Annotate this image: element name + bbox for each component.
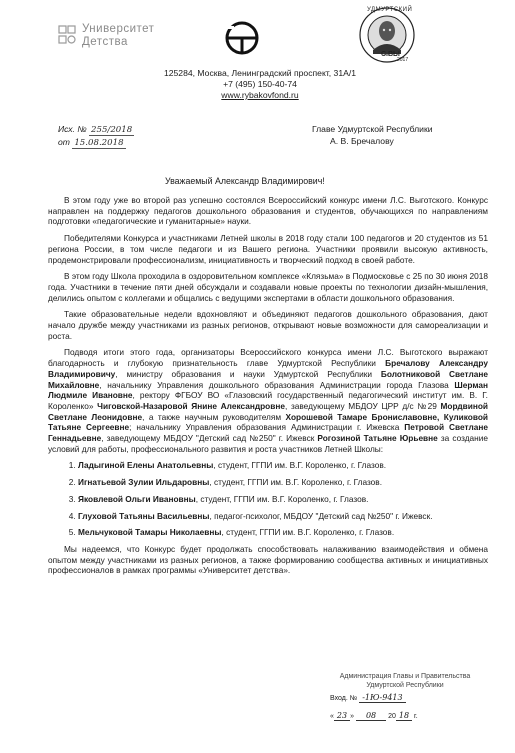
closing-paragraph: Мы надеемся, что Конкурс будет продолжать способствовать налаживанию взаимодействия и обмена опытом между участниками из разных регионов, а также формированию сообщества активных и инициативных профессионалов в рамках программы «Университет детства». [48,543,488,576]
outgoing-number-block [58,123,134,149]
list-item: 1. Ладыгиной Елены Анатольевны, студент, ГГПИ им. В.Г. Короленко, г. Глазов. [78,460,488,471]
incoming-date-suffix: г. [414,713,418,720]
paragraph-1: В этом году уже во второй раз успешно состоялся Всероссийский конкурс имени Л.С. Выготского. Конкурс направлен на поддержку педагогов дошкольного образования и студентов, обучающихся по направлениям подготовки «педагогические и гуманитарные» науки. [48,195,488,227]
incoming-number-value: -1Ю-9413 [359,693,405,703]
udmurt-contest-logo [357,6,417,64]
website-link[interactable]: www.rybakovfond.ru [221,90,299,100]
list-item: 3. Яковлевой Ольги Ивановны, студент, ГГПИ им. В.Г. Короленко, г. Глазов. [78,494,488,505]
name-bolotnikova: Болотниковой Светлане Михайловне [48,368,488,390]
logo-left-line1: Университет [82,23,155,35]
incoming-number-label: Вход. № [330,695,358,702]
letter-body [48,195,488,582]
list-item: 2. Игнатьевой Зулии Ильдаровны, студент, ГГПИ им. В.Г. Короленко, г. Глазов. [78,477,488,488]
university-logo-mark-icon [58,24,78,46]
address-line: 125284, Москва, Ленинградский проспект, 31А/1 [163,68,357,78]
incoming-date-month: 08 [356,711,386,721]
address-phone: +7 (495) 150-40-74 [223,79,297,89]
incoming-date-year: 18 [396,711,412,721]
outgoing-date-label: от [58,137,70,147]
salutation: Уважаемый Александр Владимирович! [165,176,325,186]
logo-right-bottom-text: С.ВЫ [381,51,400,58]
name-sherman: Шерман Людмиле Ивановне [48,379,488,401]
incoming-date-day: 23 [334,711,350,721]
paragraph-5: Подводя итоги этого года, организаторы Всероссийского конкурса имени Л.С. Выготского выражают благодарность и глубокую признательность главе Удмуртской Республики Бречалову Александру Владимировичу, министру образования и науки Удмуртской Республики Болотниковой Светлане Михайловне, начальнику Управления дошкольного образования Администрации города Глазова Шерман Людмиле Ивановне, ректору ФГБОУ ВО «Глазовский государственный педагогический институт им. В. Г. Короленко» Чиговской-Назаровой Янине Александровне, заведующему МБДОУ ЦРР д/с №29 Мордвиной Светлане Леонидовне, а также научным руководителям Хорошевой Тамаре Брониславовне, Куликовой Татьяне Сергеевне; начальнику Управления образования Администрации г. Ижевска Петровой Светлане Геннадьевне, заведующему МБДОУ "Детский сад №250" г. Ижевск Рогозиной Татьяне Юрьевне за создание условий для работы, профессионального развития и роста участников Летней Школы: [48,347,489,454]
outgoing-date-value: 15.08.2018 [74,138,124,148]
paragraph-3: В этом году Школа проходила в оздоровительном комплексе «Клязьма» в Подмосковье с 25 по 30 июня 2018 года. Участники в течение пяти дней обсуждали и создавали новые проекты по технологии дизайн-мышления, делились опытом с коллегами и общались с ведущими экспертами в области дошкольного образования. [48,271,488,303]
recipient-block [312,123,472,147]
paragraph-4: Такие образовательные недели вдохновляют и объединяют педагогов дошкольного образования, дают начало дружбе между участниками из разных регионов, открывают новые возможности для самореализации и роста. [48,309,488,341]
name-rogozina: Рогозиной Татьяне Юрьевне [317,433,438,444]
recipient-line2: А. В. Бречалову [330,136,394,146]
logo-right-year: 2017 [397,57,409,63]
name-khorosheva-kulikova: Хорошевой Тамаре Брониславовне, Куликовой Татьяне Сергеевне [48,411,489,433]
outgoing-number-value: 255/2018 [91,125,133,135]
name-mordvina: Мордвиной Светлане Леонидовне [48,400,489,422]
incoming-date-year-prefix: 20 [388,713,396,720]
rybakov-foundation-logo-icon [222,18,262,58]
logo-left-line2: Детства [82,36,128,48]
incoming-registration-stamp: Администрация Главы и Правительства Удмуртской Республики Вход. № -1Ю-9413 « 23 » 08 20 18 г. [330,672,480,721]
list-item: 4. Глуховой Татьяны Васильевны, педагог-психолог, МБДОУ "Детский сад №250" г. Ижевск. [78,511,488,522]
name-brechalov: Бречалову Александру Владимировичу [48,358,488,379]
logo-right-top-text: УДМУРТСКИЙ [367,7,413,13]
outgoing-number-label: Исх. № [58,124,87,134]
stamp-org-line1: Администрация Главы и Правительства [339,673,471,680]
name-petrova: Петровой Светлане Геннадьевне [48,422,488,444]
recipient-line1: Главе Удмуртской Республики [312,124,433,134]
list-item: 5. Мельчуковой Тамары Николаевны, студент, ГГПИ им. В.Г. Короленко, г. Глазов. [78,527,488,538]
sender-address [150,68,370,101]
name-chigovskaya: Чиговской-Назаровой Янине Александровне [97,400,285,411]
participants-list [48,460,488,538]
university-of-childhood-logo [58,22,156,50]
stamp-org-line2: Удмуртской Республики [366,682,444,689]
paragraph-2: Победителями Конкурса и участниками Летней школы в 2018 году стали 100 педагогов и 20 студентов из 51 региона России, в том числе педагоги и из Вашего региона. Участники проявили высокую активность, продемонстрировали профессионализм, инициативность и творческий подход в своей работе. [48,233,488,265]
